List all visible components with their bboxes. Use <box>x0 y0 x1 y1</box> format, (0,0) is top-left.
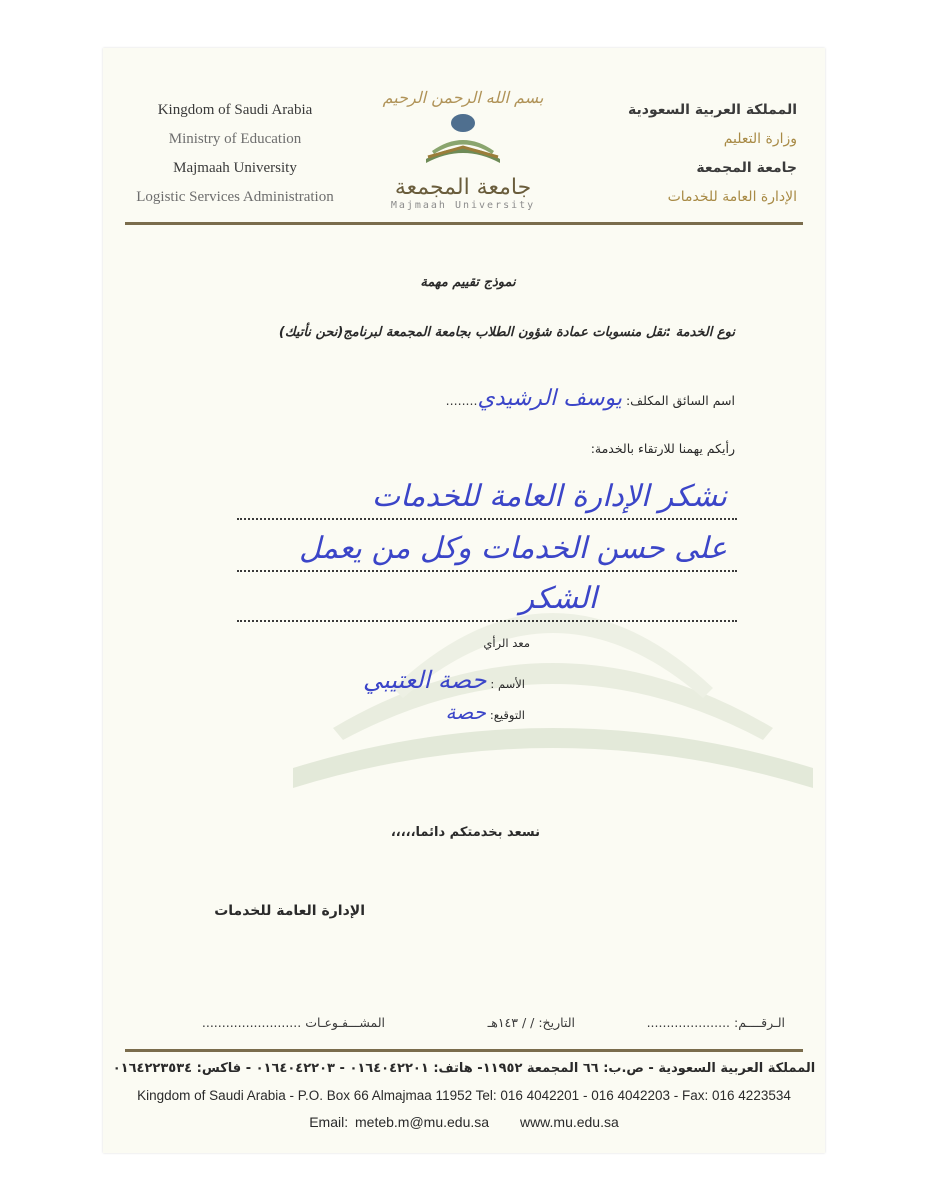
opinion-text-1: نشكر الإدارة العامة للخدمات <box>371 479 727 514</box>
header-divider <box>125 222 803 225</box>
opinion-line-2 <box>237 520 737 572</box>
reference-row <box>191 1015 785 1037</box>
name-label: الأسم : <box>490 677 525 691</box>
opinion-line-3 <box>237 570 737 622</box>
reference-number: الـرقــــم: ..................... <box>646 1015 785 1030</box>
name-handwritten: حصة العتيبي <box>363 666 487 694</box>
opinion-text-3: الشكر <box>519 581 597 616</box>
opinion-label: رأيكم يهمنا للارتقاء بالخدمة: <box>590 441 735 456</box>
header-english <box>125 96 345 212</box>
reference-date: التاريخ: / / ١٤٣هـ <box>487 1015 575 1030</box>
prepared-by-label: معد الرأي <box>483 636 530 650</box>
footer-arabic: المملكة العربية السعودية - ص.ب: ٦٦ المجمعة ١١٩٥٢- هاتف: ٠١٦٤٠٤٢٢٠١ - ٠١٦٤٠٤٢٢٠٣ - فاكس: ٠١٦٤٢٢٣٥٣٤ <box>112 1061 816 1076</box>
university-logo <box>373 80 553 260</box>
signature-handwritten: حصة <box>445 700 486 724</box>
logo-basmala: بسم الله الرحمن الرحيم <box>382 88 544 107</box>
reference-attachments-label: المشـــفـوعـات <box>305 1015 385 1030</box>
book-logo-icon <box>418 107 508 169</box>
reference-attachments: المشـــفـوعـات ......................... <box>201 1015 385 1030</box>
driver-label: اسم السائق المكلف: <box>625 393 735 408</box>
header-arabic <box>607 96 797 212</box>
header-country-en: Kingdom of Saudi Arabia <box>157 102 313 118</box>
service-type: نوع الخدمة :نقل منسوبات عمادة شؤون الطلاب بجامعة المجمعة لبرنامج(نحن نأتيك) <box>278 325 735 340</box>
logo-name-en: Majmaah University <box>390 200 536 211</box>
driver-handwritten-name: يوسف الرشيدي <box>477 386 622 411</box>
form-title: نموذج تقييم مهمة <box>420 275 516 290</box>
header-university-en: Majmaah University <box>173 160 297 176</box>
footer-english: Kingdom of Saudi Arabia - P.O. Box 66 Almajmaa 11952 Tel: 016 4042201 - 016 4042203 - Fax: 016 4223534 <box>137 1088 791 1103</box>
signature-label: التوقيع: <box>489 708 525 722</box>
driver-row: اسم السائق المكلف: يوسف الرشيدي........ <box>445 386 735 411</box>
footer-website: www.mu.edu.sa <box>519 1114 619 1130</box>
header-department-ar: الإدارة العامة للخدمات <box>667 189 797 205</box>
header-ministry-en: Ministry of Education <box>168 131 302 147</box>
header-department-en: Logistic Services Administration <box>136 189 334 205</box>
header-country-ar: المملكة العربية السعودية <box>628 102 797 118</box>
footer-divider <box>125 1049 803 1052</box>
header-ministry-ar: وزارة التعليم <box>723 131 797 147</box>
opinion-line-1 <box>237 468 737 520</box>
signature-row <box>245 700 525 724</box>
department-sign-off: الإدارة العامة للخدمات <box>214 903 365 919</box>
opinion-text-2: على حسن الخدمات وكل من يعمل <box>299 531 727 566</box>
name-row <box>245 666 525 694</box>
logo-name-ar: جامعة المجمعة <box>394 175 532 200</box>
footer-contact <box>103 1114 825 1130</box>
header-university-ar: جامعة المجمعة <box>696 160 797 176</box>
footer-email: Email: meteb.m@mu.edu.sa <box>309 1114 490 1130</box>
closing-text: نسعد بخدمتكم دائما،،،،، <box>390 825 540 840</box>
reference-number-label: الـرقــــم: <box>734 1015 785 1030</box>
letterhead-page <box>103 48 825 1153</box>
